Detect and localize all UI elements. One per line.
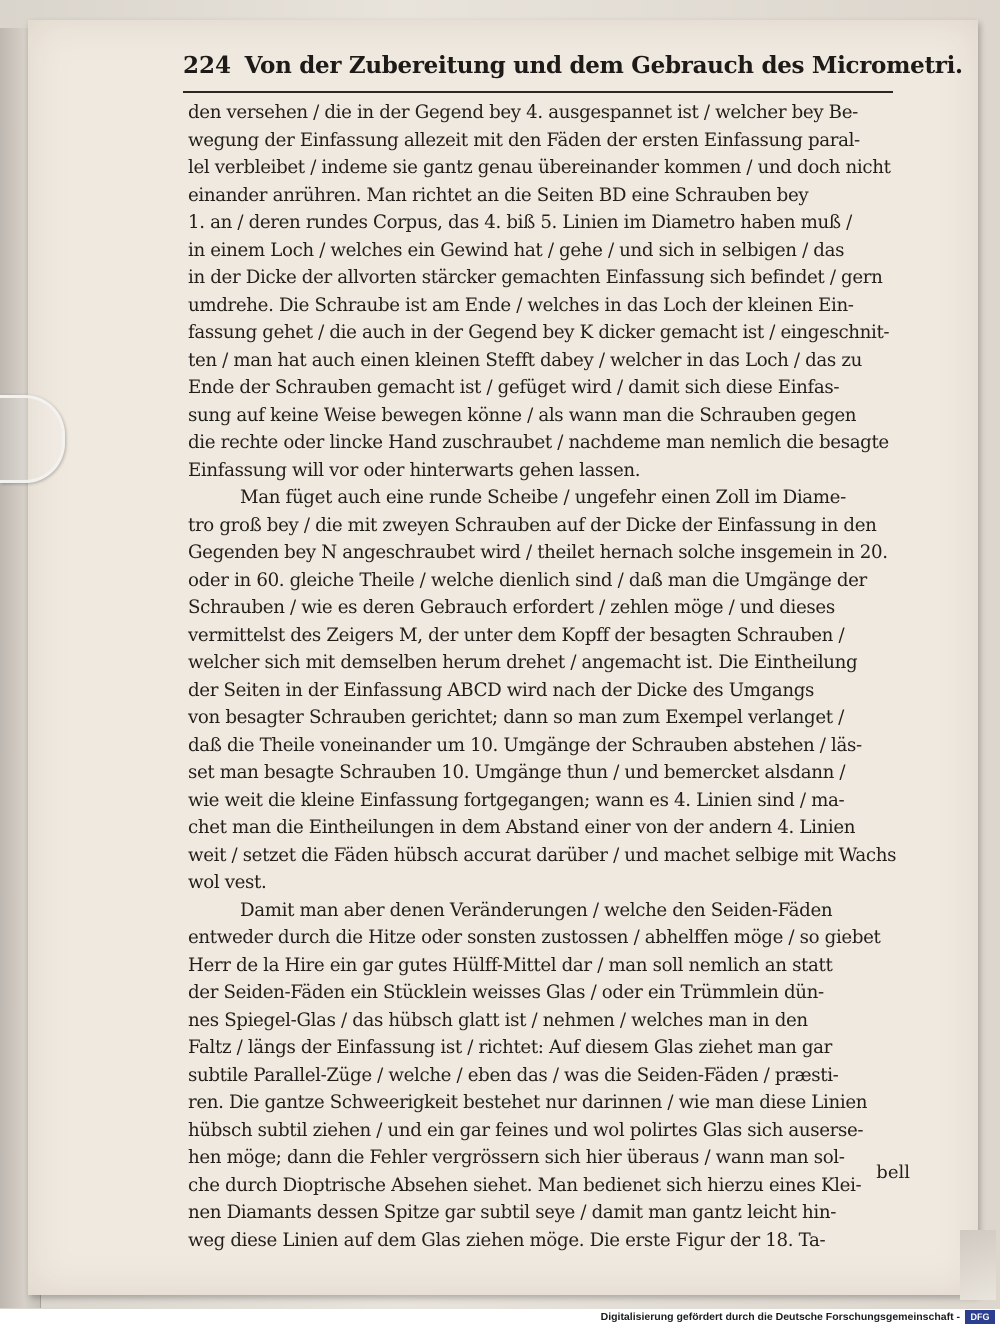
text-line: 1. an / deren rundes Corpus, das 4. biß 5. Linien im Diametro haben muß / (188, 212, 852, 233)
text-line: welcher sich mit demselben herum drehet / angemacht ist. Die Eintheilung (188, 652, 858, 673)
text-line: nen Diamants dessen Spitze gar subtil seye / damit man gantz leicht hin- (188, 1202, 836, 1223)
header-rule (183, 91, 893, 93)
text-line: von besagter Schrauben gerichtet; dann so man zum Exempel verlanget / (188, 707, 844, 728)
text-line: hen möge; dann die Fehler vergrössern sich hier überaus / wann man sol- (188, 1147, 845, 1168)
text-line: der Seiden-Fäden ein Stücklein weisses Glas / oder ein Trümmlein dün- (188, 982, 824, 1003)
text-line: wol vest. (188, 872, 267, 893)
text-line: tro groß bey / die mit zweyen Schrauben auf der Dicke der Einfassung in den (188, 514, 877, 536)
text-line: daß die Theile voneinander um 10. Umgänge der Schrauben abstehen / läs- (188, 734, 862, 756)
text-line: entweder durch die Hitze oder sonsten zustossen / abhelffen möge / so giebet (188, 927, 881, 948)
text-line: Schrauben / wie es deren Gebrauch erfordert / zehlen möge / und dieses (188, 597, 835, 618)
text-line: vermittelst des Zeigers M, der unter dem Kopff der besagten Schrauben / (188, 624, 845, 646)
text-line: hübsch subtil ziehen / und ein gar feines und wol polirtes Glas sich auserse- (188, 1119, 864, 1141)
text-line: fassung gehet / die auch in der Gegend bey K dicker gemacht ist / eingeschnit- (188, 322, 890, 343)
text-line: weg diese Linien auf dem Glas ziehen möge. Die erste Figur der 18. Ta- (188, 1229, 826, 1251)
text-line: chet man die Eintheilungen in dem Abstand einer von der andern 4. Linien (188, 817, 856, 838)
text-line: Faltz / längs der Einfassung ist / richtet: Auf diesem Glas ziehet man gar (188, 1037, 832, 1058)
text-line: Einfassung will vor oder hinterwarts gehen lassen. (188, 459, 641, 481)
text-line: nes Spiegel-Glas / das hübsch glatt ist / nehmen / welches man in den (188, 1009, 808, 1031)
catchword: bell (876, 1162, 910, 1183)
text-line: der Seiten in der Einfassung ABCD wird nach der Dicke des Umgangs (188, 679, 814, 701)
text-line: subtile Parallel-Züge / welche / eben das / was die Seiden-Fäden / præsti- (188, 1064, 839, 1086)
text-line: in einem Loch / welches ein Gewind hat / gehe / und sich in selbigen / das (188, 239, 845, 261)
text-line: weit / setzet die Fäden hübsch accurat darüber / und machet selbige mit Wachs (188, 844, 897, 866)
body-text (188, 99, 910, 1251)
page-number: 224 (183, 52, 232, 79)
text-line: umdrehe. Die Schraube ist am Ende / welches in das Loch der kleinen Ein- (188, 294, 854, 316)
dfg-logo: DFG (965, 1310, 995, 1324)
text-line: che durch Dioptrische Absehen siehet. Man bedienet sich hierzu eines Klei- (188, 1174, 862, 1196)
text-line: sung auf keine Weise bewegen könne / als wann man die Schrauben gegen (188, 404, 857, 426)
text-line: ten / man hat auch einen kleinen Stefft dabey / welcher in das Loch / das zu (188, 349, 862, 371)
text-line-paragraph-start: Man füget auch eine runde Scheibe / ungefehr einen Zoll im Diame- (240, 487, 846, 508)
text-line: den versehen / die in der Gegend bey 4. ausgespannet ist / welcher bey Be- (188, 102, 858, 123)
text-line: oder in 60. gleiche Theile / welche dienlich sind / daß man die Umgänge der (188, 569, 867, 591)
text-line: einander anrühren. Man richtet an die Seiten BD eine Schrauben bey (188, 184, 809, 206)
text-line: ren. Die gantze Schweerigkeit bestehet nur darinnen / wie man diese Linien (188, 1092, 868, 1113)
text-line: die rechte oder lincke Hand zuschraubet / nachdeme man nemlich die besagte (188, 432, 889, 453)
page-header (183, 52, 963, 88)
text-line: Ende der Schrauben gemacht ist / gefüget wird / damit sich diese Einfas- (188, 377, 840, 398)
running-title: Von der Zubereitung und dem Gebrauch des Micrometri. (244, 52, 963, 79)
text-line: wegung der Einfassung allezeit mit den Fäden der ersten Einfassung paral- (188, 129, 860, 151)
text-line: lel verbleibet / indeme sie gantz genau übereinander kommen / und doch nicht (188, 157, 891, 178)
text-line: set man besagte Schrauben 10. Umgänge thun / und bemercket alsdann / (188, 762, 846, 783)
text-line: wie weit die kleine Einfassung fortgegangen; wann es 4. Linien sind / ma- (188, 789, 845, 811)
page-corner (960, 1230, 996, 1300)
text-line: Gegenden bey N angeschraubet wird / theilet hernach solche insgemein in 20. (188, 542, 888, 563)
text-line: Herr de la Hire ein gar gutes Hülff-Mittel dar / man soll nemlich an statt (188, 954, 833, 976)
digitization-credit: Digitalisierung gefördert durch die Deutsche Forschungsgemeinschaft - (600, 1311, 960, 1323)
text-line-paragraph-start: Damit man aber denen Veränderungen / welche den Seiden-Fäden (240, 899, 833, 921)
text-line: in der Dicke der allvorten stärcker gemachten Einfassung sich befindet / gern (188, 267, 883, 288)
